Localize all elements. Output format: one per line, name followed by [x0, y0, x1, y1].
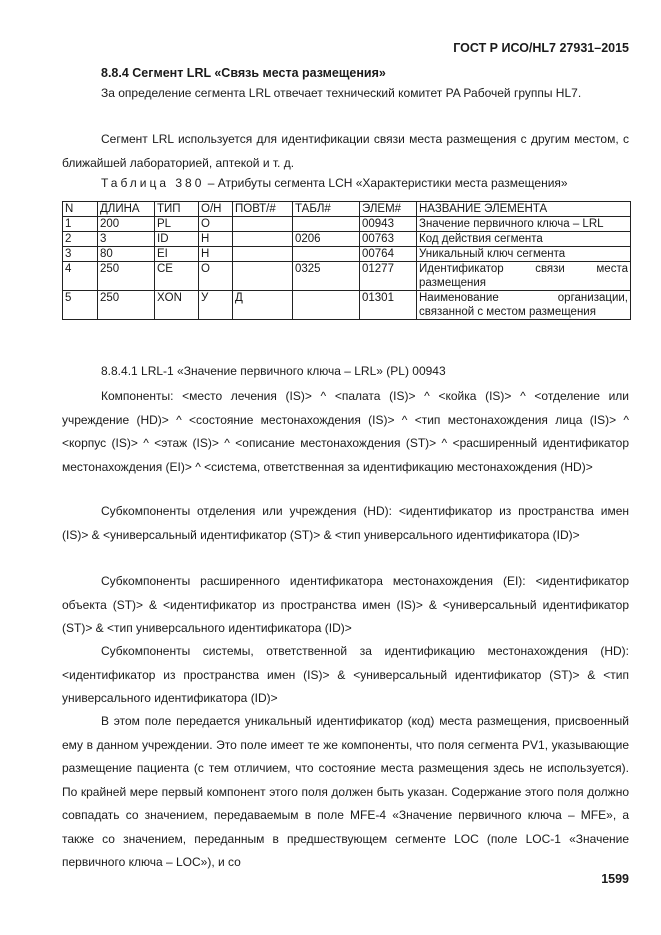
cell-table-number: [293, 217, 360, 232]
cell-element-number: 00763: [360, 232, 417, 247]
section-title: 8.8.4 Сегмент LRL «Связь места размещения»: [101, 66, 386, 80]
cell-length: 3: [98, 232, 155, 247]
cell-type: PL: [155, 217, 199, 232]
cell-repeat: Д: [233, 291, 293, 320]
header-element-number: ЭЛЕМ#: [360, 202, 417, 217]
cell-repeat: [233, 232, 293, 247]
table-caption-label: Таблица 380: [101, 176, 205, 190]
cell-optionality: У: [199, 291, 233, 320]
cell-element-number: 01277: [360, 262, 417, 291]
cell-table-number: 0325: [293, 262, 360, 291]
cell-element-number: 01301: [360, 291, 417, 320]
cell-element-name: Наименование организации, связанной с местом размещения: [417, 291, 631, 320]
header-element-name: НАЗВАНИЕ ЭЛЕМЕНТА: [417, 202, 631, 217]
cell-element-name: Уникальный ключ сегмента: [417, 247, 631, 262]
cell-length: 250: [98, 262, 155, 291]
cell-type: ID: [155, 232, 199, 247]
table-header-row: [63, 202, 631, 217]
intro-paragraph-1: За определение сегмента LRL отвечает технический комитет PA Рабочей группы HL7.: [101, 86, 582, 100]
hd-subcomponents-paragraph: Субкомпоненты отделения или учреждения (HD): <идентификатор из пространства имен (IS)> & <универсальный идентификатор (ST)> & <тип универсального идентификатора (ID)>: [62, 504, 629, 542]
intro-paragraph-2: Сегмент LRL используется для идентификации связи места размещения с другим местом, с ближайшей лабораторией, аптекой и т. д.: [62, 132, 629, 170]
attributes-table: [62, 201, 631, 320]
header-type: ТИП: [155, 202, 199, 217]
cell-n: 1: [63, 217, 98, 232]
cell-n: 3: [63, 247, 98, 262]
system-subcomponents-paragraph: Субкомпоненты системы, ответственной за идентификацию местонахождения (HD): <идентификатор из пространства имен (IS)> & <универсальный идентификатор (ST)> & <тип универсального идентификатора (ID)>: [62, 644, 629, 705]
table-row: [63, 232, 631, 247]
table-row: [63, 291, 631, 320]
cell-optionality: О: [199, 262, 233, 291]
cell-optionality: Н: [199, 232, 233, 247]
header-table-number: ТАБЛ#: [293, 202, 360, 217]
header-repeat: ПОВТ/#: [233, 202, 293, 217]
cell-type: CE: [155, 262, 199, 291]
header-length: ДЛИНА: [98, 202, 155, 217]
table-row: [63, 217, 631, 232]
description-paragraph: В этом поле передается уникальный идентификатор (код) места размещения, присвоенный ему в данном учреждении. Это поле имеет те же компоненты, что поля сегмента PV1, указывающие размещение пациента (с тем отличием, что состояние места размещения здесь не используется). По крайней мере первый компонент этого поля должен быть указан. Содержание этого поля должно совпадать со значением, передаваемым в поле MFE-4 «Значение первичного ключа – MFE», а также со значением, переданным в предшествующем сегменте LOC (поле LOC-1 «Значение первичного ключа – LOC»), и со: [62, 714, 629, 869]
table-caption: [101, 176, 568, 190]
cell-table-number: [293, 247, 360, 262]
subsection-title: 8.8.4.1 LRL-1 «Значение первичного ключа – LRL» (PL) 00943: [101, 364, 446, 378]
page-number: 1599: [601, 872, 629, 886]
cell-element-number: 00943: [360, 217, 417, 232]
cell-repeat: [233, 217, 293, 232]
cell-length: 80: [98, 247, 155, 262]
cell-element-name: Значение первичного ключа – LRL: [417, 217, 631, 232]
cell-type: XON: [155, 291, 199, 320]
table-caption-text: – Атрибуты сегмента LCH «Характеристики места размещения»: [207, 176, 568, 190]
cell-table-number: [293, 291, 360, 320]
cell-length: 250: [98, 291, 155, 320]
header-n: N: [63, 202, 98, 217]
header-optionality: О/Н: [199, 202, 233, 217]
cell-optionality: Н: [199, 247, 233, 262]
cell-n: 4: [63, 262, 98, 291]
table-row: [63, 262, 631, 291]
cell-length: 200: [98, 217, 155, 232]
cell-repeat: [233, 247, 293, 262]
cell-element-name: Идентификатор связи места размещения: [417, 262, 631, 291]
cell-n: 5: [63, 291, 98, 320]
cell-element-number: 00764: [360, 247, 417, 262]
cell-table-number: 0206: [293, 232, 360, 247]
cell-type: EI: [155, 247, 199, 262]
cell-optionality: О: [199, 217, 233, 232]
components-paragraph: Компоненты: <место лечения (IS)> ^ <палата (IS)> ^ <койка (IS)> ^ <отделение или учреждение (HD)> ^ <состояние местонахождения (IS)> ^ <тип местонахождения лица (IS)> ^ <корпус (IS)> ^ <этаж (IS)> ^ <описание местонахождения (ST)> ^ <расширенный идентификатор местонахождения (EI)> ^ <система, ответственная за идентификацию местонахождения (HD)>: [62, 389, 629, 474]
cell-n: 2: [63, 232, 98, 247]
table-row: [63, 247, 631, 262]
ei-subcomponents-paragraph: Субкомпоненты расширенного идентификатора местонахождения (EI): <идентификатор объекта (ST)> & <идентификатор из пространства имен (IS)> & <универсальный идентификатор (ST)> & <тип универсального идентификатора (ID)>: [62, 574, 629, 635]
document-header: ГОСТ Р ИСО/HL7 27931–2015: [453, 41, 629, 55]
cell-repeat: [233, 262, 293, 291]
cell-element-name: Код действия сегмента: [417, 232, 631, 247]
